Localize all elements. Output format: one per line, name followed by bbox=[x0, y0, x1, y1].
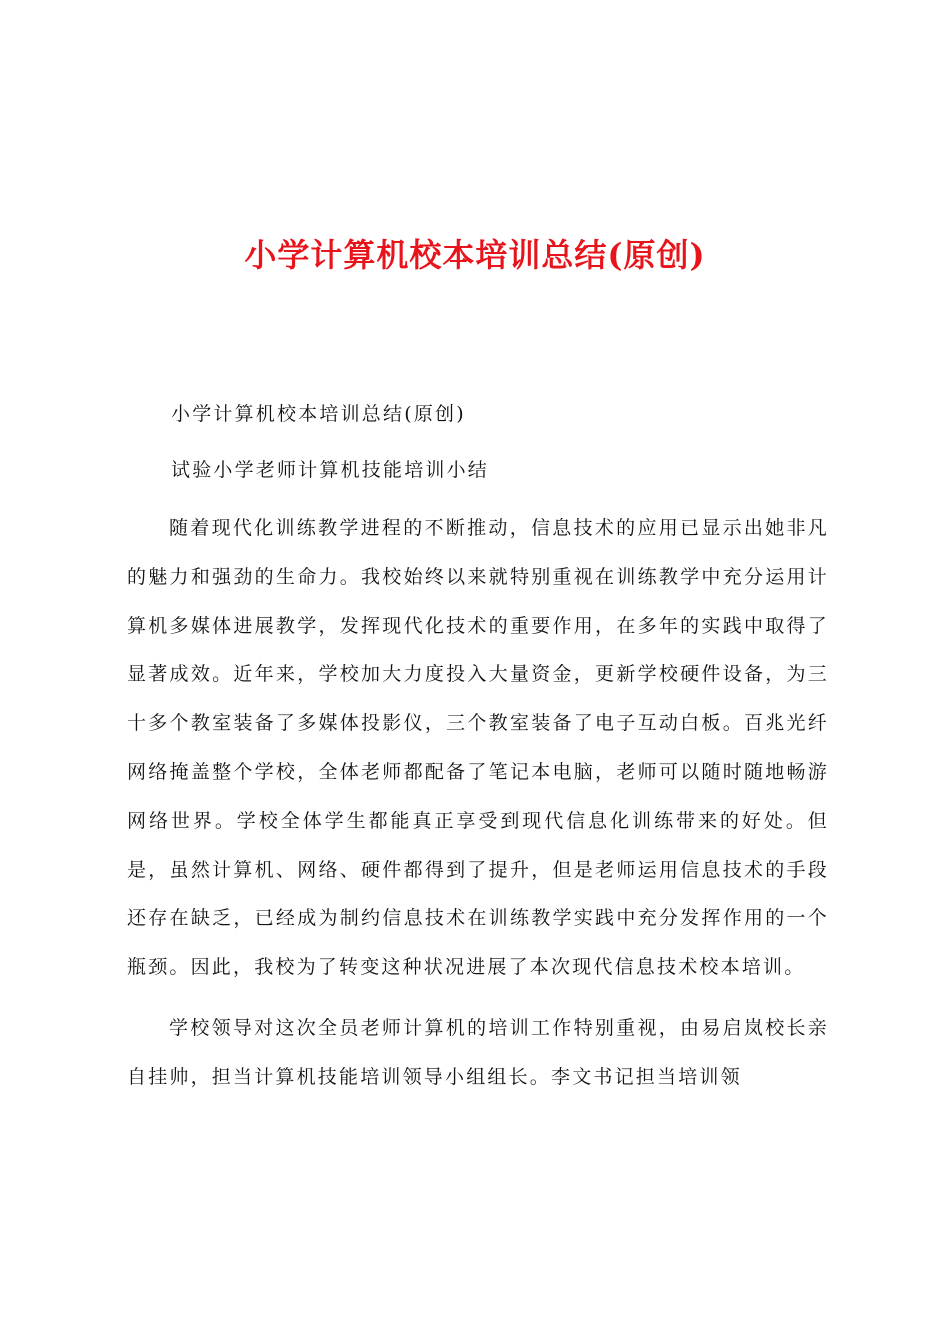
paragraph: 学校领导对这次全员老师计算机的培训工作特别重视，由易启岚校长亲自挂帅，担当计算机技能培训领导小组组长。李文书记担当培训领 bbox=[127, 1016, 829, 1088]
document-subtitle: 小学计算机校本培训总结(原创) bbox=[171, 403, 466, 425]
document-title: 小学计算机校本培训总结(原创) bbox=[244, 236, 706, 275]
paragraph: 随着现代化训练教学进程的不断推动，信息技术的应用已显示出她非凡的魅力和强劲的生命力。我校始终以来就特别重视在训练教学中充分运用计算机多媒体进展教学，发挥现代化技术的重要作用，在多年的实践中取得了显著成效。近年来，学校加大力度投入大量资金，更新学校硬件设备，为三十多个教室装备了多媒体投影仪，三个教室装备了电子互动白板。百兆光纤网络掩盖整个学校，全体老师都配备了笔记本电脑，老师可以随时随地畅游网络世界。学校全体学生都能真正享受到现代信息化训练带来的好处。但是，虽然计算机、网络、硬件都得到了提升，但是老师运用信息技术的手段还存在缺乏，已经成为制约信息技术在训练教学实践中充分发挥作用的一个瓶颈。因此，我校为了转变这种状况进展了本次现代信息技术校本培训。 bbox=[127, 517, 829, 979]
document-subheading: 试验小学老师计算机技能培训小结 bbox=[171, 459, 490, 481]
document-body bbox=[127, 394, 829, 1102]
